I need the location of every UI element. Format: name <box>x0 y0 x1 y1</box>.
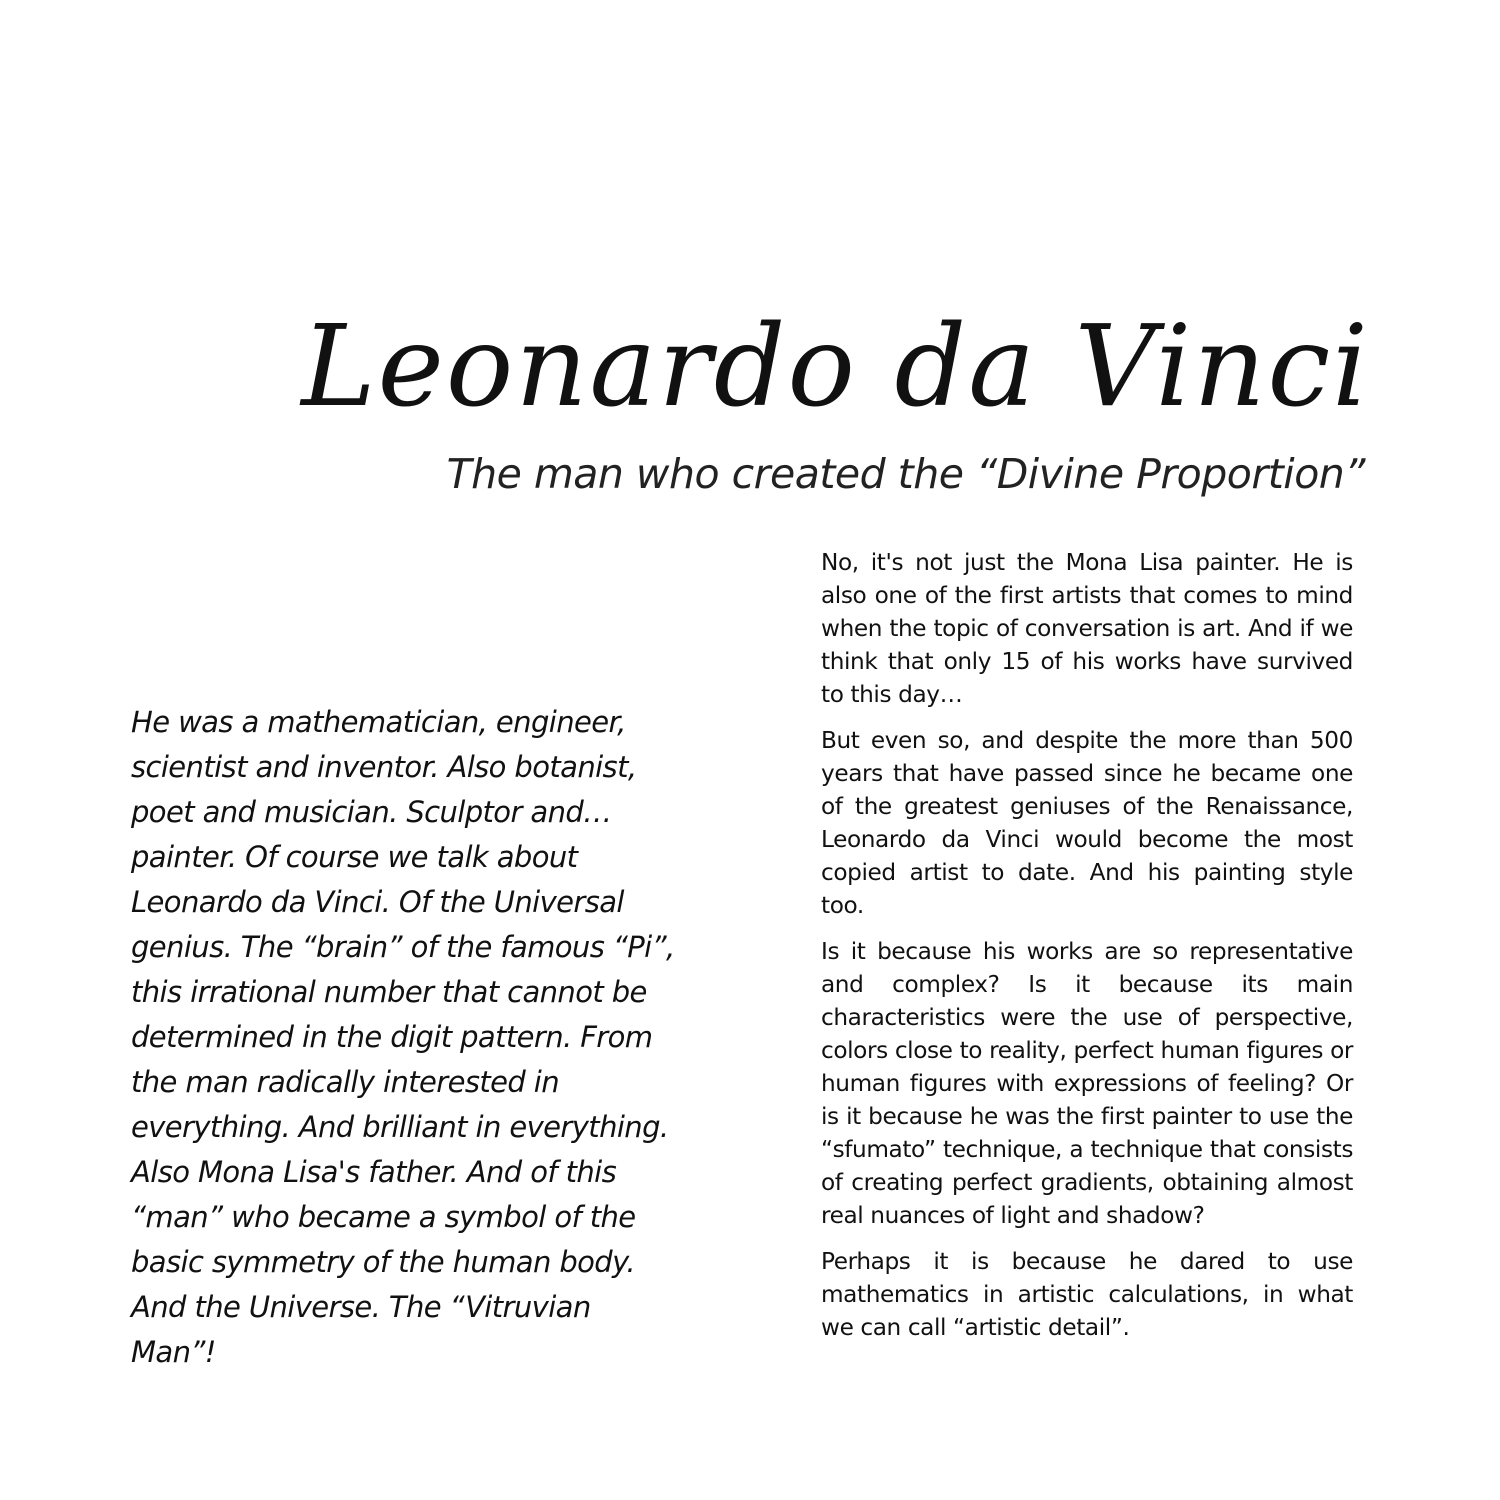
article-body <box>821 546 1353 1357</box>
article-paragraph-1: No, it's not just the Mona Lisa painter. He is also one of the first artists that comes to mind when the topic of conversation is art. And if we think that only 15 of his works have survived to this day… <box>821 549 1353 708</box>
page-title: Leonardo da Vinci <box>301 302 1370 432</box>
article-paragraph-2: But even so, and despite the more than 500 years that have passed since he became one of the greatest geniuses of the Renaissance, Leonardo da Vinci would become the most copied artist to date. And his painting style too. <box>821 727 1353 919</box>
intro-quote: He was a mathematician, engineer, scientist and inventor. Also botanist, poet and musician. Sculptor and… painter. Of course we talk about Leonardo da Vinci. Of the Universal genius. The “brain” of the famous “Pi”, this irrational number that cannot be determined in the digit pattern. From the man radically interested in everything. And brilliant in everything. Also Mona Lisa's father. And of this “man” who became a symbol of the basic symmetry of the human body. And the Universe. The “Vitruvian Man”! <box>131 705 675 1369</box>
page-subtitle: The man who created the “Divine Proportion” <box>446 450 1365 498</box>
article-paragraph-4: Perhaps it is because he dared to use mathematics in artistic calculations, in what we can call “artistic detail”. <box>821 1248 1353 1341</box>
article-paragraph-3: Is it because his works are so representative and complex? Is it because its main characteristics were the use of perspective, colors close to reality, perfect human figures or human figures with expressions of feeling? Or is it because he was the first painter to use the “sfumato” technique, a technique that consists of creating perfect gradients, obtaining almost real nuances of light and shadow? <box>821 938 1353 1229</box>
